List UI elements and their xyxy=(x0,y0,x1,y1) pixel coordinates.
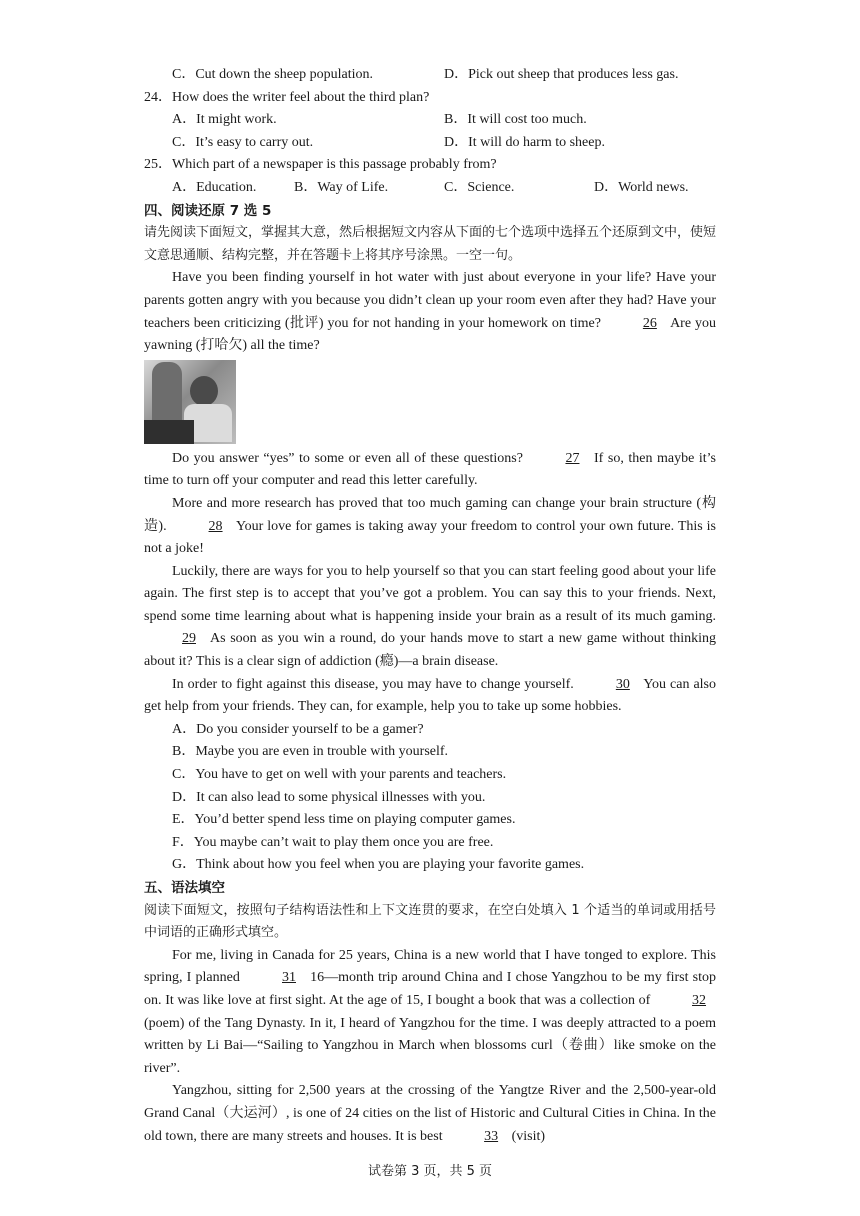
section4-heading: 四、阅读还原 7 选 5 xyxy=(144,202,272,219)
paragraph-text: For me, living in Canada for 25 years, China is a new world that I have tonged to explore. This spring, I planned xyxy=(144,947,716,986)
paragraph-text: As soon as you win a round, do your hands move to start a new game without thinking about it? This is a clear sign of addiction (瘾)—a brain disease. xyxy=(144,631,716,670)
section5-paragraph-1 xyxy=(144,945,716,1081)
q23-options-row xyxy=(144,64,716,87)
blank-26[interactable]: 26 xyxy=(642,315,657,331)
section5-paragraph-2 xyxy=(144,1080,716,1148)
q24-option-b: B．It will cost too much. xyxy=(444,112,587,128)
blank-33[interactable]: 33 xyxy=(484,1128,499,1144)
page-footer: 试卷第 3 页，共 5 页 xyxy=(367,1164,493,1179)
paragraph-text: Have you been finding yourself in hot water with just about everyone in your life? Have your parents gotten angry with you because you didn’t clean up your room even after they had? Have your teachers been criticizing (批评) you for not handing in your homework on time? xyxy=(144,270,716,331)
q24-option-c: C．It’s easy to carry out. xyxy=(172,134,314,150)
exam-page xyxy=(144,64,716,1148)
paragraph-text: Yangzhou, sitting for 2,500 years at the crossing of the Yangtze River and the 2,500-year-old Grand Canal（大运河）, is one of 24 cities on the list of Historic and Cultural Cities in China. In the old town, there are many streets and houses. It is best xyxy=(144,1083,716,1144)
option-b: B．Maybe you are even in trouble with yourself. xyxy=(172,744,449,760)
section5-instruction: 阅读下面短文，按照句子结构语法性和上下文连贯的要求，在空白处填入 1 个适当的单词或用括号中词语的正确形式填空。 xyxy=(144,902,716,941)
section4-paragraph-2 xyxy=(144,448,716,493)
section4-paragraph-5 xyxy=(144,674,716,719)
blank-30[interactable]: 30 xyxy=(615,676,630,692)
paragraph-text: If so, then maybe it’s time to turn off your computer and read this letter carefully. xyxy=(144,450,717,489)
q25-option-a: A．Education. xyxy=(172,179,257,195)
paragraph-text: (poem) of the Tang Dynasty. In it, I heard of Yangzhou for the time. I was deeply attracted to a poem written by Li Bai—“Sailing to Yangzhou in March when blossoms curl（卷曲）like smoke on the river”. xyxy=(144,1015,716,1076)
q23-option-d: D．Pick out sheep that produces less gas. xyxy=(444,67,679,82)
paragraph-text: In order to fight against this disease, you may have to change yourself. xyxy=(172,676,574,692)
option-c: C．You have to get on well with your parents and teachers. xyxy=(172,767,507,783)
q25-options-row xyxy=(144,177,716,200)
option-g: G．Think about how you feel when you are playing your favorite games. xyxy=(172,857,585,873)
q25-option-b: B．Way of Life. xyxy=(294,179,389,195)
option-d: D．It can also lead to some physical illnesses with you. xyxy=(172,789,486,805)
paragraph-text: 16—month trip around China and I chose Yangzhou to be my first stop on. It was like love at first sight. At the age of 15, I bought a book that was a collection of xyxy=(144,970,717,1008)
blank-28[interactable]: 28 xyxy=(208,518,223,534)
q24-option-a: A．It might work. xyxy=(172,112,277,128)
q25-option-c: C．Science. xyxy=(444,179,515,195)
paragraph-text: You can also get help from your friends. They can, for example, help you to take up some hobbies. xyxy=(144,676,717,715)
q25-stem: 25．Which part of a newspaper is this passage probably from? xyxy=(144,157,497,173)
paragraph-text: (visit) xyxy=(511,1128,546,1144)
section4-paragraph-3 xyxy=(144,493,716,561)
q24-options-row-2 xyxy=(144,132,716,155)
section4-paragraph-4 xyxy=(144,561,716,674)
boy-at-computer-photo xyxy=(144,360,236,444)
q23-option-c: C．Cut down the sheep population. xyxy=(172,67,374,82)
paragraph-text: Luckily, there are ways for you to help yourself so that you can start feeling good about your life again. The first step is to accept that you’ve got a problem. You can say this to your friends. Next, spend some time learning about what is happening inside your brain as a result of its much gaming. xyxy=(144,563,716,624)
section4-instruction: 请先阅读下面短文，掌握其大意，然后根据短文内容从下面的七个选项中选择五个还原到文中，使短文意思通顺、结构完整，并在答题卡上将其序号涂黑。一空一句。 xyxy=(144,225,717,263)
blank-32[interactable]: 32 xyxy=(692,992,707,1008)
blank-27[interactable]: 27 xyxy=(565,450,580,466)
section4-paragraph-1 xyxy=(144,267,716,357)
paragraph-text: Your love for games is taking away your freedom to control your own future. This is not a joke! xyxy=(144,518,716,557)
paragraph-text: More and more research has proved that too much gaming can change your brain structure (构造). xyxy=(144,495,716,534)
option-e: E．You’d better spend less time on playing computer games. xyxy=(172,812,516,828)
q24-option-d: D．It will do harm to sheep. xyxy=(444,134,605,150)
q24-stem: 24．How does the writer feel about the third plan? xyxy=(144,89,430,105)
paragraph-text: Do you answer “yes” to some or even all of these questions? xyxy=(172,450,523,466)
q25-option-d: D．World news. xyxy=(594,179,689,195)
q24-options-row-1 xyxy=(144,109,716,132)
section5-heading: 五、语法填空 xyxy=(144,880,225,896)
option-a: A．Do you consider yourself to be a gamer? xyxy=(172,721,424,737)
blank-31[interactable]: 31 xyxy=(282,970,296,986)
paragraph-text: Are you yawning (打哈欠) all the time? xyxy=(144,315,716,354)
option-f: F．You maybe can’t wait to play them once you are free. xyxy=(172,834,494,850)
blank-29[interactable]: 29 xyxy=(182,631,196,647)
